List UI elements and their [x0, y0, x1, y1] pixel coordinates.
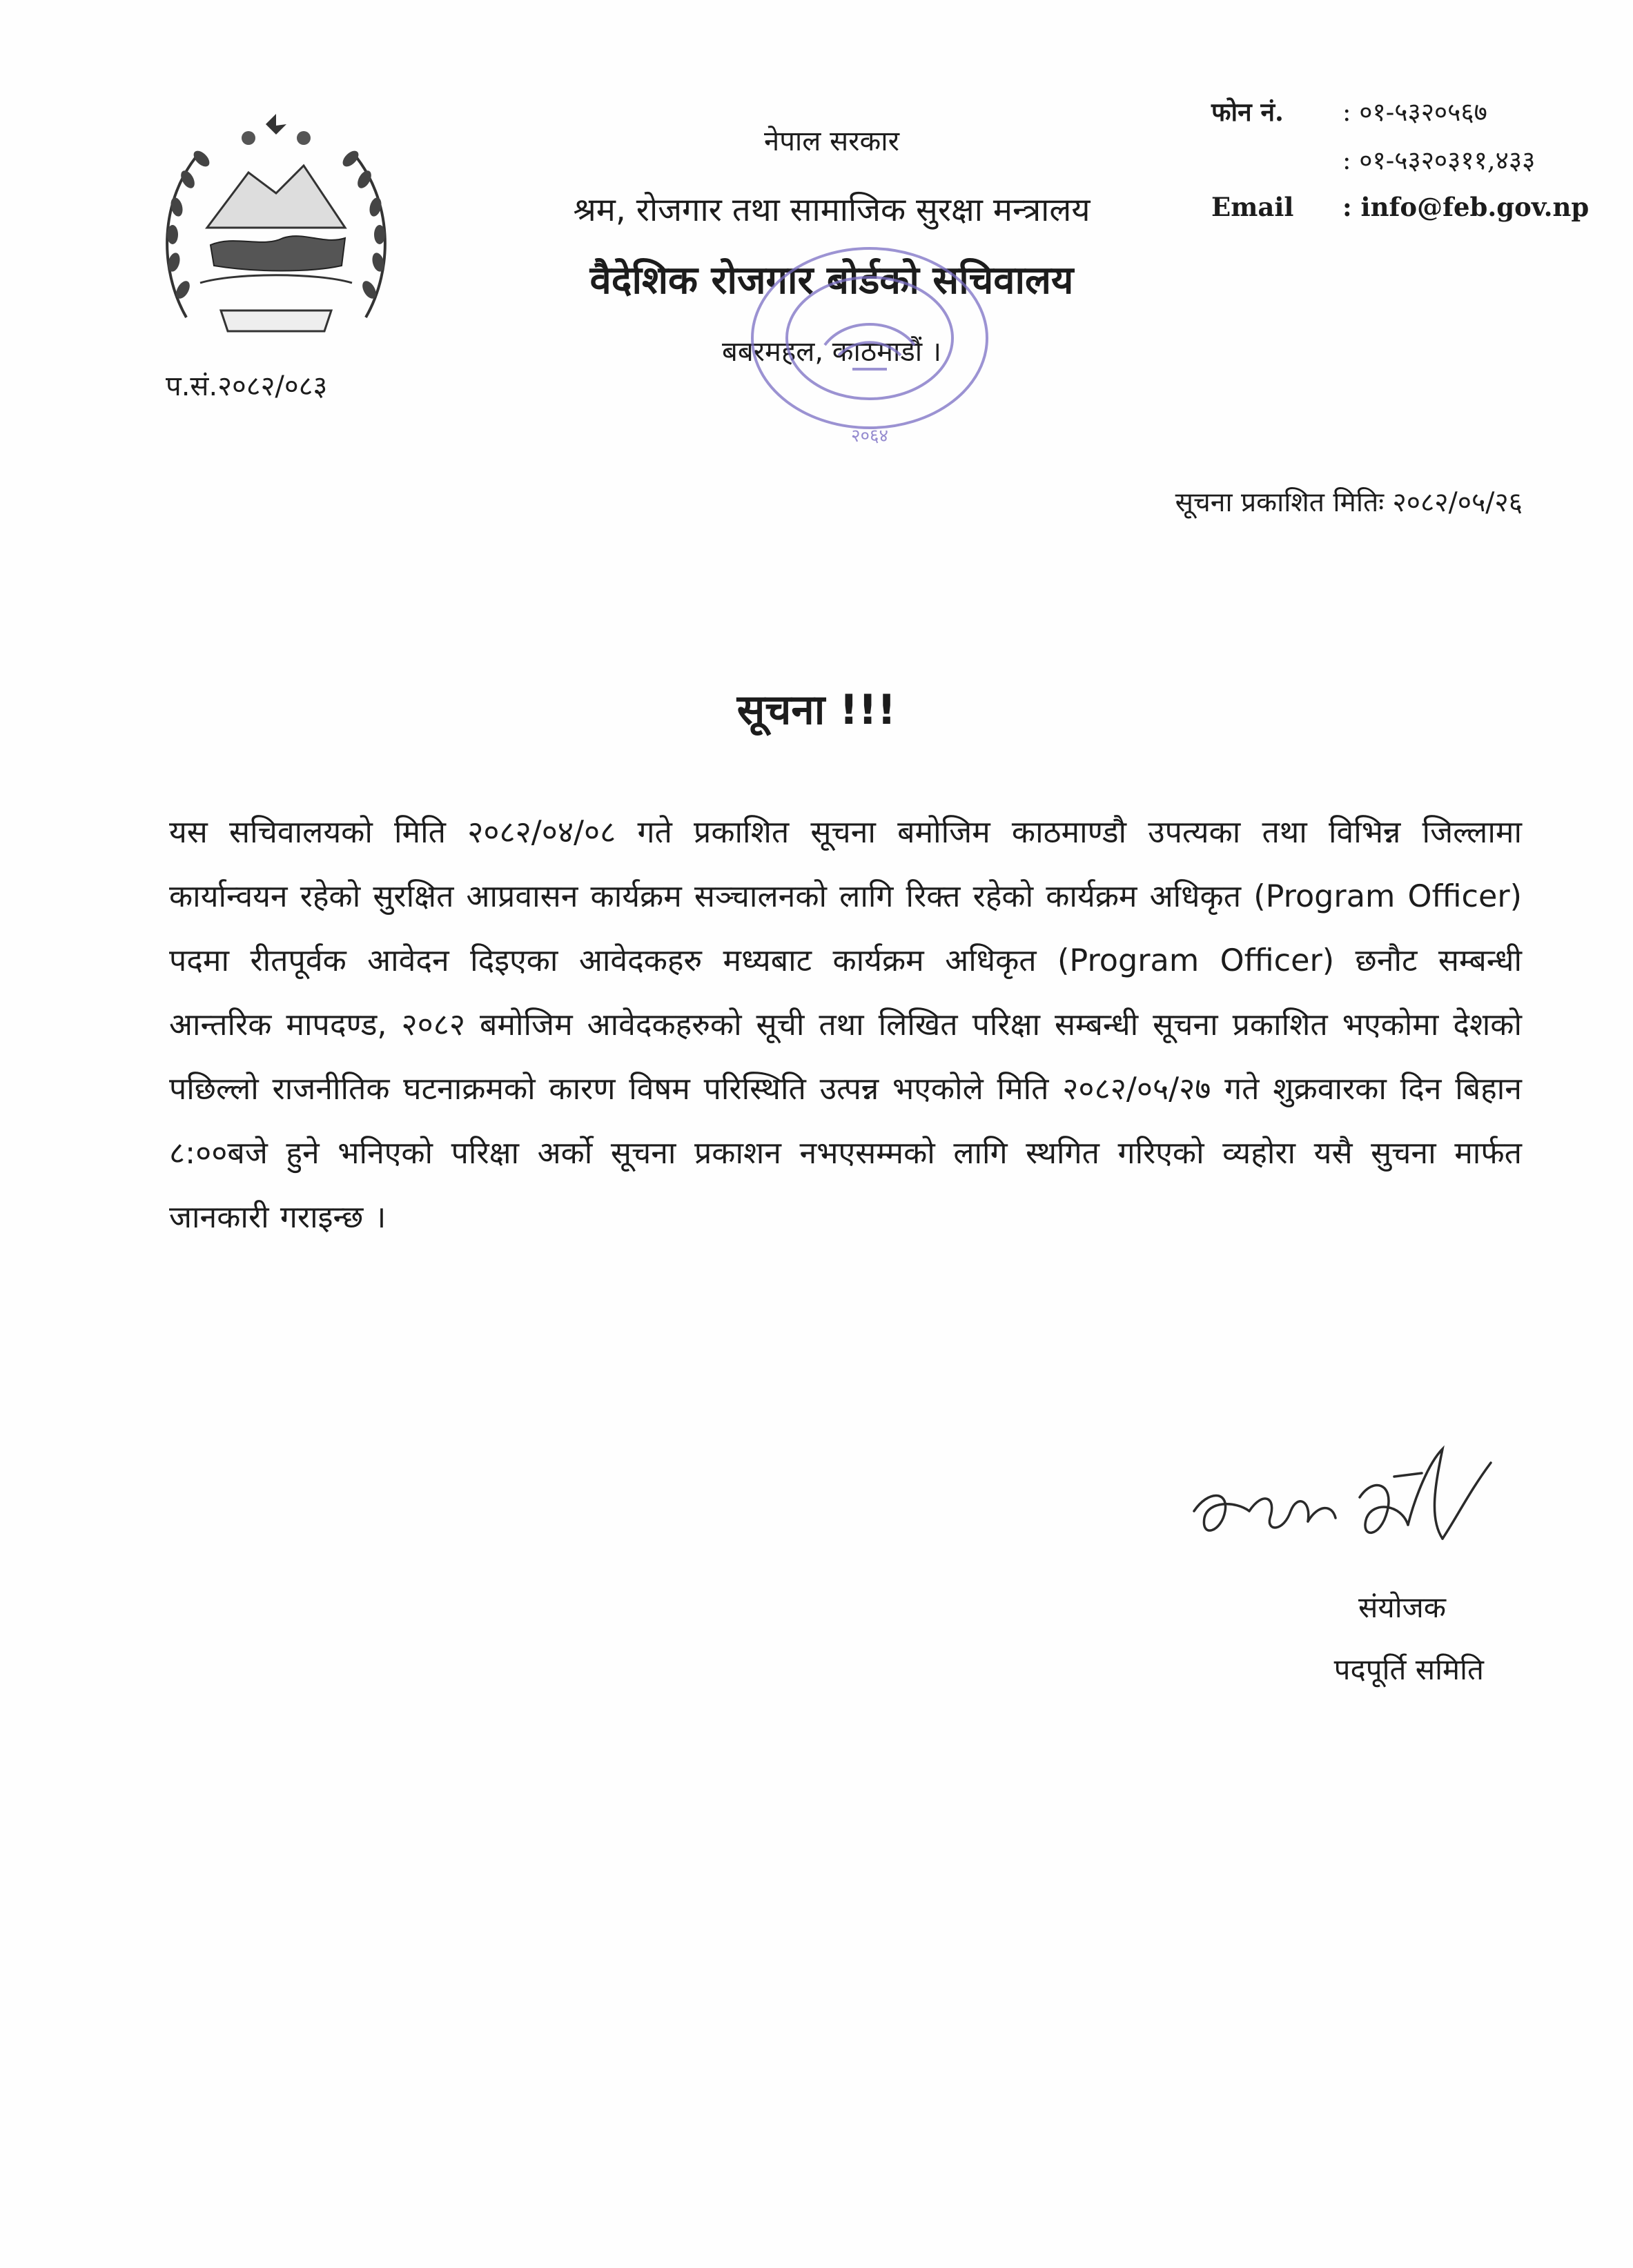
- notice-body: यस सचिवालयको मिति २०८२/०४/०८ गते प्रकाशित सूचना बमोजिम काठमाण्डौ उपत्यका तथा विभिन्न जिल्लामा कार्यान्वयन रहेको सुरक्षित आप्रवासन कार्यक्रम सञ्चालनको लागि रिक्त रहेको कार्यक्रम अधिकृत (Program Officer) पदमा रीतपूर्वक आवेदन दिइएका आवेदकहरु मध्यबाट कार्यक्रम अधिकृत (Program Officer) छनौट सम्बन्धी आन्तरिक मापदण्ड, २०८२ बमोजिम आवेदकहरुको सूची तथा लिखित परिक्षा सम्बन्धी सूचना प्रकाशित भएकोमा देशको पछिल्लो राजनीतिक घटनाक्रमको कारण विषम परिस्थिति उत्पन्न भएकोले मिति २०८२/०५/२७ गते शुक्रवारका दिन बिहान ८:००बजे हुने भनिएको परिक्षा अर्को सूचना प्रकाशन नभएसम्मको लागि स्थगित गरिएको व्यहोरा यसै सुचना मार्फत जानकारी गराइन्छ ।: [169, 815, 1522, 1235]
- stamp-year: २०६४: [850, 426, 889, 446]
- phone-row-2: [1211, 135, 1589, 183]
- notice-title: सूचना !!!: [736, 686, 897, 734]
- contact-info: [1211, 86, 1589, 231]
- ministry-name: श्रम, रोजगार तथा सामाजिक सुरक्षा मन्त्रालय: [573, 191, 1091, 229]
- signatory-role: संयोजक: [1358, 1590, 1446, 1624]
- office-stamp-icon: [735, 235, 1004, 455]
- phone-label: फोन नं.: [1211, 96, 1284, 127]
- reference-number: प.सं.२०८२/०८३: [166, 371, 328, 402]
- signature-icon: [1187, 1435, 1505, 1573]
- email-row: [1211, 183, 1589, 231]
- government-name: नेपाल सरकार: [764, 126, 899, 157]
- office-address: बबरमहल, काठमाडौं ।: [722, 336, 941, 368]
- signatory-committee: पदपूर्ति समिति: [1333, 1653, 1484, 1686]
- phone-number-1: : ०१-५३२०५६७: [1342, 97, 1487, 127]
- secretariat-name: वैदेशिक रोजगार बोर्डको सचिवालय: [589, 258, 1074, 303]
- signatory-block: [1242, 1577, 1484, 1701]
- phone-number-2: : ०१-५३२०३११,४३३: [1342, 145, 1536, 175]
- published-date: सूचना प्रकाशित मितिः २०८२/०५/२६: [1175, 487, 1523, 518]
- phone-row: [1211, 86, 1589, 135]
- email-label: Email: [1211, 192, 1294, 222]
- nepal-emblem-icon: [145, 110, 407, 345]
- email-address: : info@feb.gov.np: [1342, 192, 1590, 222]
